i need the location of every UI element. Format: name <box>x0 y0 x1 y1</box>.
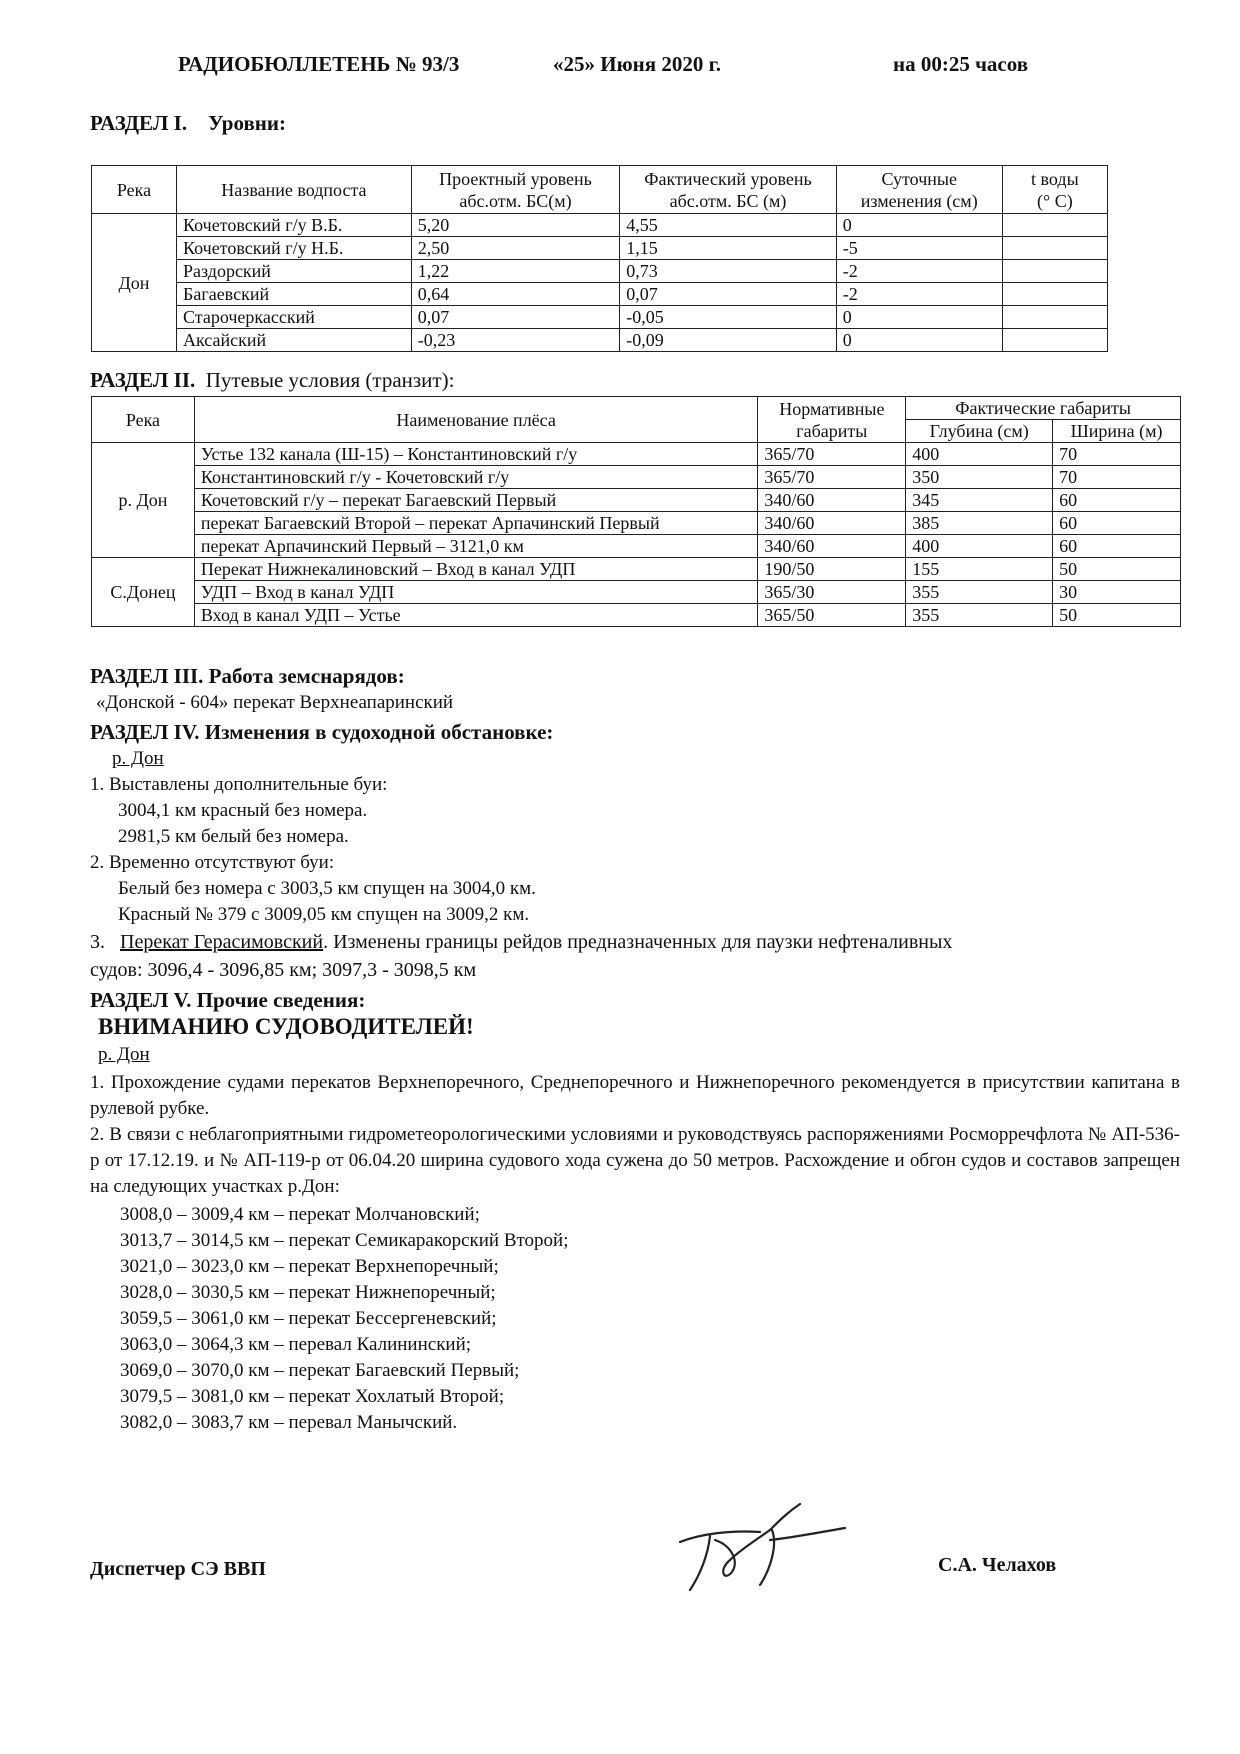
section-4-heading: РАЗДЕЛ IV. Изменения в судоходной обстановке: <box>90 720 554 744</box>
section-5-river: р. Дон <box>98 1044 150 1065</box>
levels-header-row <box>92 166 1108 214</box>
table-row: Вход в канал УДП – Устье 365/50 355 50 <box>92 604 1181 627</box>
list-item: 3063,0 – 3064,3 км – перевал Калининский; <box>120 1334 472 1355</box>
levels-river-cell: Дон <box>92 214 177 352</box>
dispatcher-role: Диспетчер СЭ ВВП <box>90 1558 266 1580</box>
route-col-river: Река <box>92 397 195 443</box>
attention-heading: ВНИМАНИЮ СУДОВОДИТЕЛЕЙ! <box>98 1014 474 1039</box>
bulletin-date: «25» Июня 2020 г. <box>553 52 722 76</box>
list-item: 3069,0 – 3070,0 км – перекат Багаевский Первый; <box>120 1360 520 1381</box>
bulletin-header <box>178 52 1078 78</box>
route-table <box>91 396 1181 627</box>
list-item: 3082,0 – 3083,7 км – перевал Манычский. <box>120 1412 458 1433</box>
table-row: УДП – Вход в канал УДП 365/30 355 30 <box>92 581 1181 604</box>
signature-image <box>660 1490 860 1600</box>
table-row: Кочетовский г/у Н.Б. 2,50 1,15 -5 <box>92 237 1108 260</box>
dispatcher-name: С.А. Челахов <box>938 1554 1057 1576</box>
table-row: С.Донец Перекат Нижнекалиновский – Вход в канал УДП 190/50 155 50 <box>92 558 1181 581</box>
list-item: 3013,7 – 3014,5 км – перекат Семикаракорский Второй; <box>120 1230 569 1251</box>
table-row: Аксайский -0,23 -0,09 0 <box>92 329 1108 352</box>
list-item: 3079,5 – 3081,0 км – перекат Хохлатый Второй; <box>120 1386 505 1407</box>
table-row: перекат Арпачинский Первый – 3121,0 км 340/60 400 60 <box>92 535 1181 558</box>
section-1-heading: РАЗДЕЛ I. Уровни: <box>90 111 286 135</box>
table-row: Дон Кочетовский г/у В.Б. 5,20 4,55 0 <box>92 214 1108 237</box>
gerasimovsky-link[interactable]: Перекат Герасимовский <box>120 931 324 953</box>
list-item: 2981,5 км белый без номера. <box>118 826 349 847</box>
section-4-item-1: 1. Выставлены дополнительные буи: <box>90 774 388 795</box>
section-2-heading: РАЗДЕЛ II. Путевые условия (транзит): <box>90 368 455 392</box>
route-col-depth: Глубина (см) <box>906 420 1053 443</box>
table-row: р. Дон Устье 132 канала (Ш-15) – Константиновский г/у 365/70 400 70 <box>92 443 1181 466</box>
levels-col-post: Название водпоста <box>177 166 412 214</box>
route-river-cell: р. Дон <box>92 443 195 558</box>
list-item: 3004,1 км красный без номера. <box>118 800 368 821</box>
bulletin-time: на 00:25 часов <box>893 52 1029 76</box>
section-5-heading: РАЗДЕЛ V. Прочие сведения: <box>90 988 366 1012</box>
restricted-sections-list <box>120 1202 569 1436</box>
table-row: Багаевский 0,64 0,07 -2 <box>92 283 1108 306</box>
table-row: Кочетовский г/у – перекат Багаевский Первый 340/60 345 60 <box>92 489 1181 512</box>
section-4-item-3-line-2: судов: 3096,4 - 3096,85 км; 3097,3 - 3098,5 км <box>90 959 477 981</box>
levels-col-project: Проектный уровень абс.отм. БС(м) <box>411 166 619 214</box>
levels-col-temp: t воды (° С) <box>1002 166 1107 214</box>
section-4-item-2: 2. Временно отсутствуют буи: <box>90 852 335 873</box>
section-4-river: р. Дон <box>112 748 164 769</box>
section-4-item-3: 3. Перекат Герасимовский. Изменены границы рейдов предназначенных для паузки нефтеналивных <box>90 931 953 953</box>
table-row: перекат Багаевский Второй – перекат Арпачинский Первый 340/60 385 60 <box>92 512 1181 535</box>
levels-col-actual: Фактический уровень абс.отм. БС (м) <box>620 166 837 214</box>
table-row: Константиновский г/у - Кочетовский г/у 365/70 350 70 <box>92 466 1181 489</box>
route-header-row <box>92 397 1181 420</box>
route-col-norm: Нормативные габариты <box>758 397 906 443</box>
list-item: Красный № 379 с 3009,05 км спущен на 3009,2 км. <box>118 904 530 925</box>
list-item: Белый без номера с 3003,5 км спущен на 3004,0 км. <box>118 878 536 899</box>
levels-col-change: Суточные изменения (см) <box>836 166 1002 214</box>
route-col-fact: Фактические габариты <box>906 397 1181 420</box>
table-row: Старочеркасский 0,07 -0,05 0 <box>92 306 1108 329</box>
list-item: 3059,5 – 3061,0 км – перекат Бессергеневский; <box>120 1308 497 1329</box>
section-3-text: «Донской - 604» перекат Верхнеапаринский <box>96 692 454 713</box>
table-row: Раздорский 1,22 0,73 -2 <box>92 260 1108 283</box>
list-item: 3008,0 – 3009,4 км – перекат Молчановский; <box>120 1204 480 1225</box>
levels-table <box>91 165 1108 352</box>
levels-col-river: Река <box>92 166 177 214</box>
section-5-item-1: 1. Прохождение судами перекатов Верхнепоречного, Среднепоречного и Нижнепоречного рекомендуется в присутствии капитана в рулевой рубке. <box>90 1072 1180 1119</box>
section-5-item-2: 2. В связи с неблагоприятными гидрометеорологическими условиями и руководствуясь распоряжениями Росморречфлота № АП-536-р от 17.12.19. и № АП-119-р от 06.04.20 ширина судового хода сужена до 50 метров. Расхождение и обгон судов и составов запрещен на следующих участках р.Дон: <box>90 1124 1180 1197</box>
section-3-heading: РАЗДЕЛ III. Работа земснарядов: <box>90 664 405 688</box>
route-col-width: Ширина (м) <box>1053 420 1181 443</box>
list-item: 3028,0 – 3030,5 км – перекат Нижнепоречный; <box>120 1282 496 1303</box>
route-col-name: Наименование плёса <box>194 397 758 443</box>
list-item: 3021,0 – 3023,0 км – перекат Верхнепоречный; <box>120 1256 499 1277</box>
bulletin-title: РАДИОБЮЛЛЕТЕНЬ № 93/3 <box>178 52 460 76</box>
route-river-cell: С.Донец <box>92 558 195 627</box>
